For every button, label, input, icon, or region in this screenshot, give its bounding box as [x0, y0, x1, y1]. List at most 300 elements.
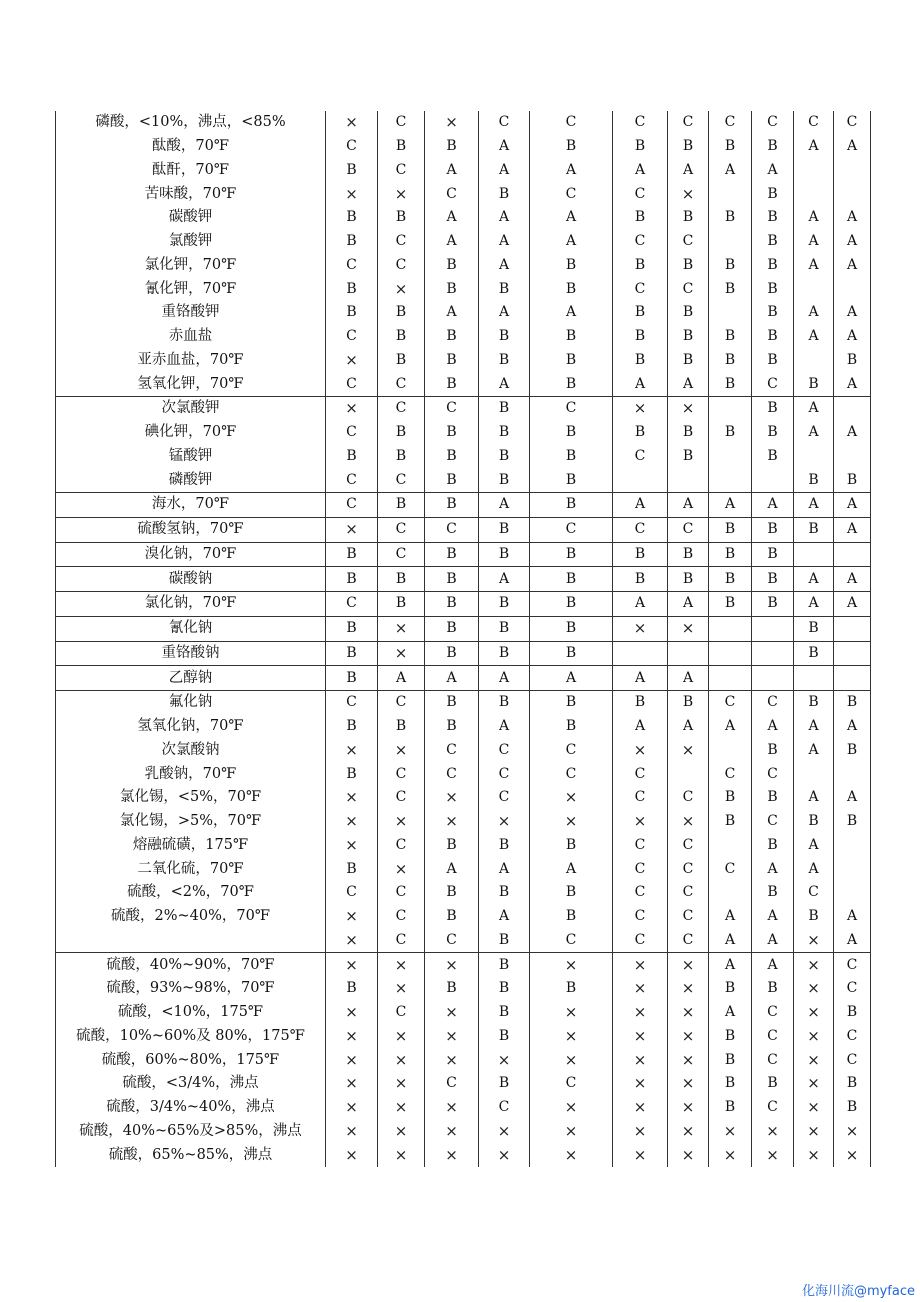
rating-cell: B — [425, 641, 479, 666]
rating-cell: A — [794, 206, 834, 230]
rating-cell: B — [668, 445, 709, 469]
rating-cell: × — [613, 616, 668, 641]
rating-cell: × — [378, 1048, 425, 1072]
rating-cell: C — [378, 542, 425, 567]
rating-cell: × — [613, 1048, 668, 1072]
rating-cell: B — [752, 881, 794, 905]
rating-cell: × — [668, 810, 709, 834]
medium-name-cell: 硫酸，40%~90%，70℉ — [56, 953, 326, 977]
rating-cell — [794, 666, 834, 691]
table-body — [56, 111, 871, 1167]
medium-name-cell: 重铬酸钾 — [56, 301, 326, 325]
rating-cell: A — [530, 206, 613, 230]
table-row — [56, 857, 871, 881]
rating-cell: A — [668, 592, 709, 617]
rating-cell: B — [834, 691, 871, 715]
rating-cell: C — [326, 254, 378, 278]
rating-cell: B — [709, 349, 752, 373]
rating-cell: C — [326, 372, 378, 396]
rating-cell: B — [709, 206, 752, 230]
rating-cell: B — [479, 325, 530, 349]
rating-cell — [709, 468, 752, 492]
rating-cell: × — [530, 1048, 613, 1072]
rating-cell: × — [794, 1048, 834, 1072]
table-row — [56, 159, 871, 183]
table-row — [56, 493, 871, 518]
rating-cell: A — [530, 230, 613, 254]
rating-cell: B — [479, 929, 530, 953]
table-row — [56, 182, 871, 206]
rating-cell: C — [668, 277, 709, 301]
rating-cell — [709, 739, 752, 763]
rating-cell: × — [668, 1096, 709, 1120]
rating-cell: A — [479, 230, 530, 254]
rating-cell: C — [834, 111, 871, 135]
rating-cell: × — [668, 1025, 709, 1049]
rating-cell: B — [709, 567, 752, 592]
table-row — [56, 1120, 871, 1144]
rating-cell: B — [378, 206, 425, 230]
rating-cell: B — [834, 349, 871, 373]
rating-cell: A — [834, 206, 871, 230]
rating-cell: A — [479, 372, 530, 396]
rating-cell: B — [425, 616, 479, 641]
rating-cell: A — [752, 929, 794, 953]
rating-cell: A — [709, 953, 752, 977]
table-row — [56, 1025, 871, 1049]
rating-cell: A — [425, 666, 479, 691]
rating-cell: × — [378, 182, 425, 206]
rating-cell: × — [530, 953, 613, 977]
rating-cell: A — [709, 1001, 752, 1025]
rating-cell: × — [326, 1072, 378, 1096]
rating-cell: C — [326, 592, 378, 617]
rating-cell: × — [378, 953, 425, 977]
rating-cell: A — [794, 834, 834, 858]
table-row — [56, 977, 871, 1001]
rating-cell: × — [794, 1143, 834, 1167]
rating-cell: C — [613, 929, 668, 953]
table-row — [56, 542, 871, 567]
rating-cell — [709, 397, 752, 421]
rating-cell: C — [530, 517, 613, 542]
rating-cell: × — [425, 1048, 479, 1072]
rating-cell: × — [326, 517, 378, 542]
rating-cell: × — [378, 1072, 425, 1096]
medium-name-cell: 亚赤血盐，70℉ — [56, 349, 326, 373]
rating-cell: A — [794, 254, 834, 278]
rating-cell: A — [752, 493, 794, 518]
rating-cell: B — [479, 349, 530, 373]
rating-cell: C — [425, 182, 479, 206]
rating-cell: A — [530, 666, 613, 691]
rating-cell: × — [326, 739, 378, 763]
rating-cell: × — [425, 1025, 479, 1049]
rating-cell: C — [668, 517, 709, 542]
medium-name-cell: 硫酸，<10%，175℉ — [56, 1001, 326, 1025]
rating-cell: A — [794, 135, 834, 159]
rating-cell: B — [425, 881, 479, 905]
rating-cell: A — [668, 159, 709, 183]
rating-cell: C — [834, 1025, 871, 1049]
rating-cell: B — [378, 493, 425, 518]
rating-cell: C — [326, 881, 378, 905]
rating-cell: × — [326, 349, 378, 373]
rating-cell: C — [613, 881, 668, 905]
rating-cell: C — [613, 762, 668, 786]
medium-name-cell: 次氯酸钾 — [56, 397, 326, 421]
rating-cell: × — [326, 1025, 378, 1049]
rating-cell: B — [530, 542, 613, 567]
rating-cell: A — [834, 325, 871, 349]
rating-cell — [752, 468, 794, 492]
rating-cell — [709, 616, 752, 641]
table-row — [56, 666, 871, 691]
table-row — [56, 277, 871, 301]
rating-cell: C — [752, 1096, 794, 1120]
rating-cell: B — [794, 468, 834, 492]
rating-cell: B — [709, 1096, 752, 1120]
rating-cell: B — [752, 206, 794, 230]
rating-cell: B — [479, 616, 530, 641]
rating-cell: A — [834, 372, 871, 396]
rating-cell: B — [326, 230, 378, 254]
rating-cell: C — [530, 1072, 613, 1096]
rating-cell: B — [326, 301, 378, 325]
rating-cell: B — [613, 421, 668, 445]
rating-cell: × — [613, 397, 668, 421]
rating-cell: B — [479, 691, 530, 715]
rating-cell: C — [752, 691, 794, 715]
rating-cell: B — [668, 206, 709, 230]
rating-cell: B — [752, 739, 794, 763]
rating-cell: A — [834, 421, 871, 445]
rating-cell: B — [378, 349, 425, 373]
rating-cell: B — [378, 567, 425, 592]
rating-cell: × — [479, 810, 530, 834]
rating-cell: B — [709, 977, 752, 1001]
rating-cell: B — [834, 810, 871, 834]
rating-cell: C — [530, 762, 613, 786]
rating-cell: × — [326, 810, 378, 834]
table-row — [56, 1001, 871, 1025]
rating-cell: C — [668, 834, 709, 858]
rating-cell: B — [530, 715, 613, 739]
rating-cell: A — [425, 159, 479, 183]
rating-cell: B — [752, 277, 794, 301]
rating-cell: C — [613, 277, 668, 301]
rating-cell: × — [794, 1096, 834, 1120]
table-row — [56, 421, 871, 445]
rating-cell: B — [479, 592, 530, 617]
rating-cell: C — [709, 762, 752, 786]
table-row — [56, 1096, 871, 1120]
rating-cell: C — [378, 881, 425, 905]
table-row — [56, 230, 871, 254]
rating-cell: B — [709, 1025, 752, 1049]
rating-cell: B — [425, 349, 479, 373]
rating-cell: B — [530, 445, 613, 469]
rating-cell: × — [752, 1143, 794, 1167]
corrosion-resistance-table — [55, 111, 871, 1167]
rating-cell: B — [479, 421, 530, 445]
rating-cell: × — [326, 1048, 378, 1072]
rating-cell — [794, 182, 834, 206]
rating-cell: × — [668, 1072, 709, 1096]
rating-cell: C — [378, 762, 425, 786]
rating-cell: A — [834, 905, 871, 929]
medium-name-cell: 重铬酸钠 — [56, 641, 326, 666]
rating-cell: × — [709, 1143, 752, 1167]
rating-cell: × — [613, 1072, 668, 1096]
rating-cell — [668, 762, 709, 786]
rating-cell: × — [425, 111, 479, 135]
rating-cell: A — [834, 301, 871, 325]
rating-cell: C — [613, 786, 668, 810]
rating-cell: C — [668, 111, 709, 135]
rating-cell: B — [326, 567, 378, 592]
rating-cell: A — [834, 786, 871, 810]
rating-cell: A — [709, 905, 752, 929]
rating-cell — [834, 666, 871, 691]
rating-cell — [834, 542, 871, 567]
rating-cell: × — [326, 182, 378, 206]
rating-cell: × — [425, 1143, 479, 1167]
rating-cell: A — [834, 517, 871, 542]
rating-cell: C — [378, 254, 425, 278]
rating-cell: B — [794, 691, 834, 715]
table-row — [56, 810, 871, 834]
rating-cell: B — [613, 135, 668, 159]
medium-name-cell: 碳酸钠 — [56, 567, 326, 592]
rating-cell: B — [709, 542, 752, 567]
rating-cell: B — [479, 445, 530, 469]
rating-cell: C — [752, 372, 794, 396]
rating-cell: C — [326, 691, 378, 715]
rating-cell — [613, 468, 668, 492]
rating-cell: B — [752, 349, 794, 373]
rating-cell: B — [425, 567, 479, 592]
rating-cell: C — [530, 182, 613, 206]
rating-cell: B — [425, 834, 479, 858]
rating-cell: C — [378, 111, 425, 135]
rating-cell: B — [709, 372, 752, 396]
rating-cell: A — [834, 493, 871, 518]
rating-cell: B — [378, 715, 425, 739]
rating-cell: B — [479, 977, 530, 1001]
rating-cell — [709, 445, 752, 469]
rating-cell: C — [479, 1096, 530, 1120]
rating-cell: A — [425, 230, 479, 254]
rating-cell: B — [794, 905, 834, 929]
medium-name-cell: 硫酸，2%~40%，70℉ — [56, 905, 326, 929]
rating-cell: B — [613, 206, 668, 230]
rating-cell: × — [530, 786, 613, 810]
rating-cell: C — [613, 517, 668, 542]
rating-cell: × — [326, 1096, 378, 1120]
rating-cell — [834, 762, 871, 786]
rating-cell — [834, 159, 871, 183]
rating-cell: × — [530, 1096, 613, 1120]
rating-cell: A — [834, 592, 871, 617]
medium-name-cell: 氢氧化钾，70℉ — [56, 372, 326, 396]
medium-name-cell: 乳酸钠，70℉ — [56, 762, 326, 786]
rating-cell: B — [378, 592, 425, 617]
rating-cell: B — [425, 277, 479, 301]
rating-cell: B — [752, 301, 794, 325]
rating-cell: × — [326, 1001, 378, 1025]
rating-cell: × — [530, 810, 613, 834]
rating-cell: A — [530, 159, 613, 183]
rating-cell: B — [530, 254, 613, 278]
rating-cell: C — [425, 762, 479, 786]
rating-cell: C — [668, 857, 709, 881]
rating-cell: C — [326, 421, 378, 445]
rating-cell: B — [479, 1072, 530, 1096]
rating-cell: C — [378, 372, 425, 396]
rating-cell — [834, 397, 871, 421]
rating-cell: B — [752, 135, 794, 159]
rating-cell: × — [752, 1120, 794, 1144]
rating-cell: B — [530, 881, 613, 905]
rating-cell: B — [752, 834, 794, 858]
rating-cell: × — [326, 1120, 378, 1144]
table-row — [56, 397, 871, 421]
medium-name-cell: 碘化钾，70℉ — [56, 421, 326, 445]
rating-cell: B — [794, 372, 834, 396]
rating-cell: A — [613, 666, 668, 691]
table-row — [56, 641, 871, 666]
rating-cell: C — [479, 762, 530, 786]
rating-cell: B — [752, 542, 794, 567]
rating-cell: × — [425, 1001, 479, 1025]
rating-cell: C — [378, 230, 425, 254]
rating-cell — [794, 277, 834, 301]
rating-cell — [834, 445, 871, 469]
rating-cell: B — [326, 277, 378, 301]
rating-cell: B — [709, 421, 752, 445]
rating-cell: A — [479, 715, 530, 739]
rating-cell: B — [326, 206, 378, 230]
rating-cell — [668, 641, 709, 666]
table-row — [56, 254, 871, 278]
rating-cell: × — [613, 1001, 668, 1025]
rating-cell: B — [326, 542, 378, 567]
rating-cell: B — [668, 567, 709, 592]
rating-cell: B — [425, 715, 479, 739]
rating-cell: B — [479, 1025, 530, 1049]
rating-cell: C — [752, 1025, 794, 1049]
rating-cell: C — [378, 1001, 425, 1025]
rating-cell: B — [752, 254, 794, 278]
rating-cell: A — [425, 301, 479, 325]
rating-cell: × — [479, 1143, 530, 1167]
rating-cell: C — [425, 1072, 479, 1096]
rating-cell: B — [709, 786, 752, 810]
rating-cell: C — [613, 111, 668, 135]
rating-cell: × — [668, 616, 709, 641]
rating-cell: A — [794, 739, 834, 763]
rating-cell: B — [668, 691, 709, 715]
rating-cell: B — [613, 691, 668, 715]
rating-cell: A — [668, 493, 709, 518]
rating-cell: A — [425, 857, 479, 881]
table-row — [56, 715, 871, 739]
rating-cell: B — [479, 1001, 530, 1025]
rating-cell: C — [378, 691, 425, 715]
rating-cell: C — [326, 468, 378, 492]
rating-cell: B — [668, 301, 709, 325]
rating-cell: A — [530, 857, 613, 881]
rating-cell: × — [613, 1120, 668, 1144]
table-row — [56, 881, 871, 905]
rating-cell: × — [834, 1143, 871, 1167]
rating-cell: A — [709, 159, 752, 183]
medium-name-cell: 磷酸，<10%，沸点，<85% — [56, 111, 326, 135]
rating-cell — [709, 182, 752, 206]
rating-cell: B — [613, 542, 668, 567]
medium-name-cell: 碳酸钾 — [56, 206, 326, 230]
rating-cell — [709, 230, 752, 254]
rating-cell: C — [709, 111, 752, 135]
rating-cell: B — [479, 397, 530, 421]
rating-cell: × — [709, 1120, 752, 1144]
table-row — [56, 1072, 871, 1096]
medium-name-cell: 氢氧化钠，70℉ — [56, 715, 326, 739]
rating-cell: B — [326, 641, 378, 666]
rating-cell — [709, 641, 752, 666]
rating-cell: A — [613, 715, 668, 739]
rating-cell: × — [794, 953, 834, 977]
medium-name-cell: 磷酸钾 — [56, 468, 326, 492]
rating-cell: C — [613, 857, 668, 881]
medium-name-cell: 氯化钠，70℉ — [56, 592, 326, 617]
medium-name-cell: 氯化锡，<5%，70℉ — [56, 786, 326, 810]
rating-cell: B — [530, 421, 613, 445]
rating-cell: A — [752, 857, 794, 881]
rating-cell: × — [668, 1120, 709, 1144]
rating-cell: B — [794, 517, 834, 542]
rating-cell: A — [479, 905, 530, 929]
table-row — [56, 786, 871, 810]
rating-cell: A — [479, 857, 530, 881]
rating-cell: C — [668, 881, 709, 905]
rating-cell: B — [709, 1048, 752, 1072]
rating-cell: B — [425, 542, 479, 567]
rating-cell: B — [479, 277, 530, 301]
medium-name-cell — [56, 929, 326, 953]
rating-cell: B — [530, 493, 613, 518]
rating-cell: B — [834, 1096, 871, 1120]
rating-cell: C — [530, 397, 613, 421]
rating-cell: C — [709, 857, 752, 881]
rating-cell: A — [752, 905, 794, 929]
table-row — [56, 739, 871, 763]
medium-name-cell: 酞酐，70℉ — [56, 159, 326, 183]
rating-cell: B — [709, 592, 752, 617]
rating-cell: C — [834, 977, 871, 1001]
table-row — [56, 834, 871, 858]
rating-cell: × — [326, 111, 378, 135]
rating-cell: B — [752, 397, 794, 421]
rating-cell: × — [668, 397, 709, 421]
medium-name-cell: 硫酸，93%~98%，70℉ — [56, 977, 326, 1001]
rating-cell: C — [794, 111, 834, 135]
rating-cell: × — [326, 953, 378, 977]
rating-cell: C — [378, 468, 425, 492]
rating-cell: B — [668, 135, 709, 159]
rating-cell: B — [326, 616, 378, 641]
